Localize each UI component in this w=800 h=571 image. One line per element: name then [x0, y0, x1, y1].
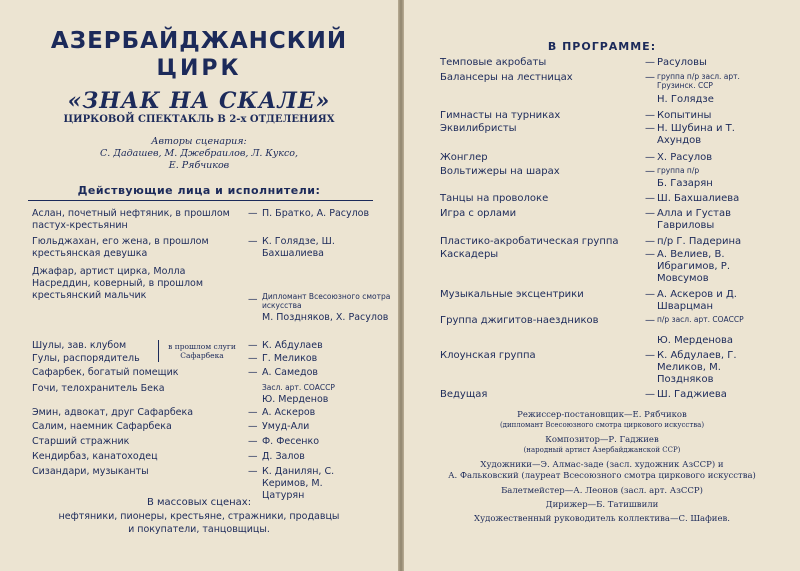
cast-role: Шулы, зав. клубом: [32, 340, 127, 351]
cast-actor: Ю. Мерденов: [262, 394, 329, 405]
credit-note: (народный артист Азербайджанской ССР): [523, 446, 681, 454]
cast-role: Кендирбаз, канатоходец: [32, 451, 158, 462]
dash: —: [248, 466, 258, 477]
cast-actor: К. Данилян, С. Керимов, М. Цатурян: [262, 466, 335, 501]
cast-actor: А. Аскеров: [262, 407, 316, 418]
credit-artists: А. Фальковский (лауреат Всесоюзного смотра циркового искусства): [448, 471, 756, 481]
divider: [28, 200, 373, 201]
mass-scenes-text: нефтяники, пионеры, крестьяне, стражники, продавцы: [58, 511, 340, 522]
show-title: «ЗНАК НА СКАЛЕ»: [67, 88, 331, 114]
dash: —: [645, 350, 655, 361]
dash: —: [645, 315, 655, 326]
act-performer: Ю. Мерденова: [657, 335, 734, 346]
dash: —: [248, 353, 258, 364]
act-performer: Алла и Густав Гавриловы: [657, 208, 731, 231]
act-name: Танцы на проволоке: [440, 193, 549, 204]
act-performer: п/р Г. Падерина: [657, 236, 742, 247]
act-name: Темповые акробаты: [440, 57, 547, 68]
cast-actor: Ф. Фесенко: [262, 436, 320, 447]
dash: —: [248, 340, 258, 351]
act-name: Вольтижеры на шарах: [440, 166, 560, 177]
dash: —: [248, 421, 258, 432]
cast-actor: К. Голядзе, Ш. Бахшалиева: [262, 236, 335, 259]
act-name: Балансеры на лестницах: [440, 72, 573, 83]
credit-ballet: Балетмейстер—А. Леонов (засл. арт. АзССР): [501, 486, 703, 496]
act-name: Пластико-акробатическая группа: [440, 236, 619, 247]
show-subtitle: ЦИРКОВОЙ СПЕКТАКЛЬ В 2-х ОТДЕЛЕНИЯХ: [63, 114, 335, 125]
dash: —: [248, 407, 258, 418]
act-performer-note: п/р засл. арт. СОАССР: [657, 315, 744, 324]
brace-note: в прошлом слуги Сафарбека: [168, 342, 236, 360]
act-name: Клоунская группа: [440, 350, 536, 361]
dash: —: [248, 367, 258, 378]
cast-role: Гулы, распорядитель: [32, 353, 140, 364]
dash: —: [248, 436, 258, 447]
act-name: Гимнасты на турниках: [440, 110, 561, 121]
cast-role: Сизандари, музыканты: [32, 466, 149, 477]
authors-label: Авторы сценария:: [151, 136, 247, 147]
act-performer: Н. Шубина и Т. Ахундов: [657, 123, 735, 146]
credit-note: (дипломант Всесоюзного смотра циркового искусства): [499, 421, 705, 429]
cast-role: Салим, наемник Сафарбека: [32, 421, 172, 432]
cast-actor-note: Засл. арт. СОАССР: [262, 383, 335, 392]
act-performer: Х. Расулов: [657, 152, 713, 163]
cast-heading: Действующие лица и исполнители:: [77, 184, 321, 197]
credit-composer: Композитор—Р. Гаджиев: [545, 435, 659, 445]
cast-actor-note: Дипломант Всесоюзного смотра искусства: [262, 292, 391, 310]
dash: —: [248, 208, 258, 219]
dash: —: [645, 208, 655, 219]
cast-actor: А. Самедов: [262, 367, 318, 378]
program-heading: В ПРОГРАММЕ:: [547, 40, 657, 53]
cast-actor: М. Поздняков, Х. Расулов: [262, 312, 389, 323]
cast-role: Джафар, артист цирка, Молла Насреддин, коверный, в прошлом крестьянский мальчик: [32, 266, 203, 301]
cast-role: Эмин, адвокат, друг Сафарбека: [32, 407, 194, 418]
credit-conductor: Дирижер—Б. Татишвили: [545, 500, 659, 510]
act-name: Ведущая: [440, 389, 488, 400]
mass-scenes-heading: В массовых сценах:: [146, 497, 252, 508]
dash: —: [645, 289, 655, 300]
authors-line: С. Дадашев, М. Джебраилов, Л. Куксо,: [99, 148, 299, 159]
cast-actor: К. Абдулаев: [262, 340, 323, 351]
dash: —: [645, 57, 655, 68]
cast-actor: П. Братко, А. Расулов: [262, 208, 370, 219]
cast-role: Сафарбек, богатый помещик: [32, 367, 179, 378]
act-name: Каскадеры: [440, 249, 499, 260]
dash: —: [645, 389, 655, 400]
dash: —: [645, 123, 655, 134]
act-performer: А. Аскеров и Д. Шварцман: [657, 289, 737, 312]
act-name: Эквилибристы: [440, 123, 517, 134]
dash: —: [645, 193, 655, 204]
dash: —: [645, 110, 655, 121]
cast-role: Старший стражник: [32, 436, 130, 447]
act-performer-note: группа п/р: [657, 166, 700, 175]
credit-artists: Художники—Э. Алмас-заде (засл. художник АзССР) и: [480, 460, 724, 470]
act-performer-note: группа п/р засл. арт. Грузинск. ССР: [657, 72, 740, 90]
act-performer: К. Абдулаев, Г. Меликов, М. Поздняков: [657, 350, 737, 385]
dash: —: [645, 166, 655, 177]
act-performer: Н. Голядзе: [657, 94, 714, 105]
dash: —: [645, 152, 655, 163]
act-performer: Ш. Бахшалиева: [657, 193, 740, 204]
cast-actor: Г. Меликов: [262, 353, 318, 364]
circus-title-line2: ЦИРК: [156, 56, 242, 81]
act-performer: А. Велиев, В. Ибрагимов, Р. Мовсумов: [657, 249, 730, 284]
dash: —: [645, 72, 655, 83]
circus-title: АЗЕРБАЙДЖАНСКИЙ: [50, 28, 348, 54]
credit-art-director: Художественный руководитель коллектива—С. Шафиев.: [474, 514, 730, 524]
act-performer: Б. Газарян: [657, 178, 713, 189]
dash: —: [248, 236, 258, 247]
credit-director: Режиссер-постановщик—Е. Рябчиков: [517, 410, 687, 420]
dash: —: [645, 249, 655, 260]
cast-role: Аслан, почетный нефтяник, в прошлом пастух-крестьянин: [32, 208, 230, 231]
cast-role: Гочи, телохранитель Бека: [32, 383, 165, 394]
cast-role: Гюльджахан, его жена, в прошлом крестьянская девушка: [32, 236, 209, 259]
act-name: Музыкальные эксцентрики: [440, 289, 584, 300]
mass-scenes-text: и покупатели, танцовщицы.: [128, 524, 270, 535]
act-name: Группа джигитов-наездников: [440, 315, 599, 326]
act-name: Жонглер: [440, 152, 488, 163]
act-performer: Копытины: [657, 110, 712, 121]
dash: —: [248, 451, 258, 462]
dash: —: [645, 236, 655, 247]
cast-actor: Умуд-Али: [262, 421, 310, 432]
act-performer: Расуловы: [657, 57, 707, 68]
act-name: Игра с орлами: [440, 208, 517, 219]
authors-line: Е. Рябчиков: [168, 160, 230, 171]
dash: —: [248, 294, 258, 305]
cast-actor: Д. Залов: [262, 451, 305, 462]
act-performer: Ш. Гаджиева: [657, 389, 727, 400]
